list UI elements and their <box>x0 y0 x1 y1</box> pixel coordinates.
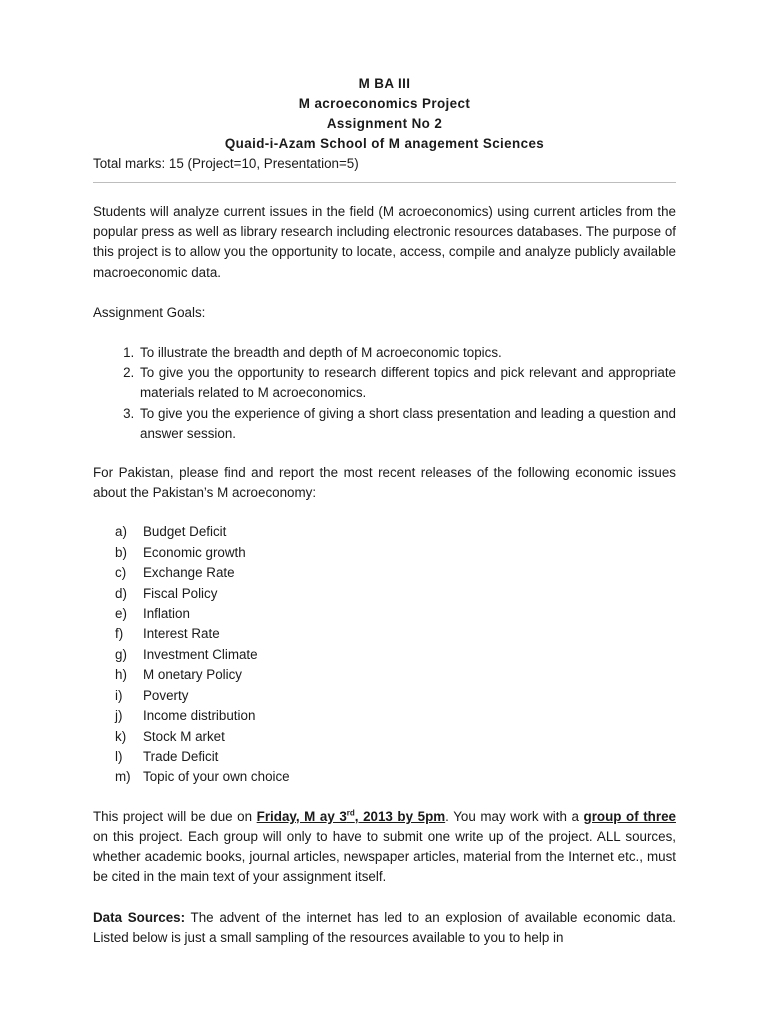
due-date-part: , 2013 by 5pm <box>354 808 446 824</box>
list-marker: m) <box>115 769 131 785</box>
total-marks: Total marks: 15 (Project=10, Presentation=5) <box>93 156 359 171</box>
course-title: M BA III <box>358 76 411 91</box>
list-item <box>115 645 676 665</box>
document-page <box>93 74 676 948</box>
list-item <box>115 604 676 624</box>
list-marker: i) <box>115 687 123 703</box>
data-sources-text: The advent of the internet has led to an explosion of available economic data. Listed below is just a small sampling of the resources available to you to help in <box>93 909 677 945</box>
list-marker: c) <box>115 565 127 581</box>
list-marker: g) <box>115 646 127 662</box>
data-sources-paragraph <box>93 908 676 948</box>
issue-text: Poverty <box>143 687 189 703</box>
pakistan-intro: For Pakistan, please find and report the most recent releases of the following economic issues about the Pakistan’s M acroeconomy: <box>93 465 676 501</box>
due-date-suffix: rd <box>346 808 355 818</box>
issue-text: Topic of your own choice <box>143 769 290 785</box>
issue-text: Trade Deficit <box>143 748 219 764</box>
issue-text: Investment Climate <box>143 646 258 662</box>
intro-paragraph: Students will analyze current issues in the field (M acroeconomics) using current articles from the popular press as well as library research including electronic resources databases. The purpose of this project is to allow you the opportunity to locate, access, compile and analyze publicly available macroeconomic data. <box>93 204 676 280</box>
list-item <box>115 584 676 604</box>
list-item <box>115 706 676 726</box>
due-text: . You may work with a <box>445 808 584 824</box>
issue-text: Stock M arket <box>143 728 225 744</box>
assignment-number: Assignment No 2 <box>326 116 443 131</box>
goal-item: 3. To give you the experience of giving a short class presentation and leading a question and answer session. <box>138 404 676 444</box>
goal-item: 2. To give you the opportunity to research different topics and pick relevant and appropriate materials related to M acroeconomics. <box>138 363 676 403</box>
list-marker: b) <box>115 544 127 560</box>
due-text: on this project. Each group will only to have to submit one write up of the project. ALL sources, whether academic books, journal articles, newspaper articles, material from the Internet etc., must be cited in the main text of your assignment itself. <box>93 828 676 885</box>
horizontal-divider <box>93 182 676 183</box>
issues-list <box>93 522 676 787</box>
goals-list <box>93 343 676 444</box>
issue-text: Exchange Rate <box>143 565 235 581</box>
document-header <box>93 74 676 154</box>
group-size: group of three <box>583 808 676 824</box>
list-item <box>115 543 676 563</box>
due-text: This project will be due on <box>93 808 257 824</box>
issue-text: Income distribution <box>143 708 256 724</box>
list-marker: a) <box>115 524 127 540</box>
issue-text: Fiscal Policy <box>143 585 218 601</box>
list-marker: l) <box>115 748 123 764</box>
list-marker: f) <box>115 626 124 642</box>
issue-text: Interest Rate <box>143 626 220 642</box>
project-title: M acroeconomics Project <box>298 96 471 111</box>
list-item <box>115 686 676 706</box>
due-date-part: Friday, M ay 3 <box>256 808 347 824</box>
due-date-paragraph <box>93 807 676 888</box>
issue-text: Budget Deficit <box>143 524 227 540</box>
goals-label: Assignment Goals: <box>93 304 206 320</box>
list-item <box>115 563 676 583</box>
data-sources-label: Data Sources: <box>93 909 186 925</box>
list-marker: d) <box>115 585 127 601</box>
list-marker: k) <box>115 728 127 744</box>
list-item <box>115 727 676 747</box>
list-marker: j) <box>115 708 123 724</box>
list-marker: e) <box>115 606 127 622</box>
list-item <box>115 665 676 685</box>
list-item <box>115 767 676 787</box>
list-marker: h) <box>115 667 127 683</box>
issue-text: Economic growth <box>143 544 246 560</box>
issue-text: M onetary Policy <box>143 667 242 683</box>
list-item <box>115 624 676 644</box>
issue-text: Inflation <box>143 606 190 622</box>
due-date <box>257 809 446 824</box>
goal-item: 1. To illustrate the breadth and depth of M acroeconomic topics. <box>138 343 676 363</box>
list-item <box>115 747 676 767</box>
list-item <box>115 522 676 542</box>
school-name: Quaid-i-Azam School of M anagement Sciences <box>224 136 545 151</box>
